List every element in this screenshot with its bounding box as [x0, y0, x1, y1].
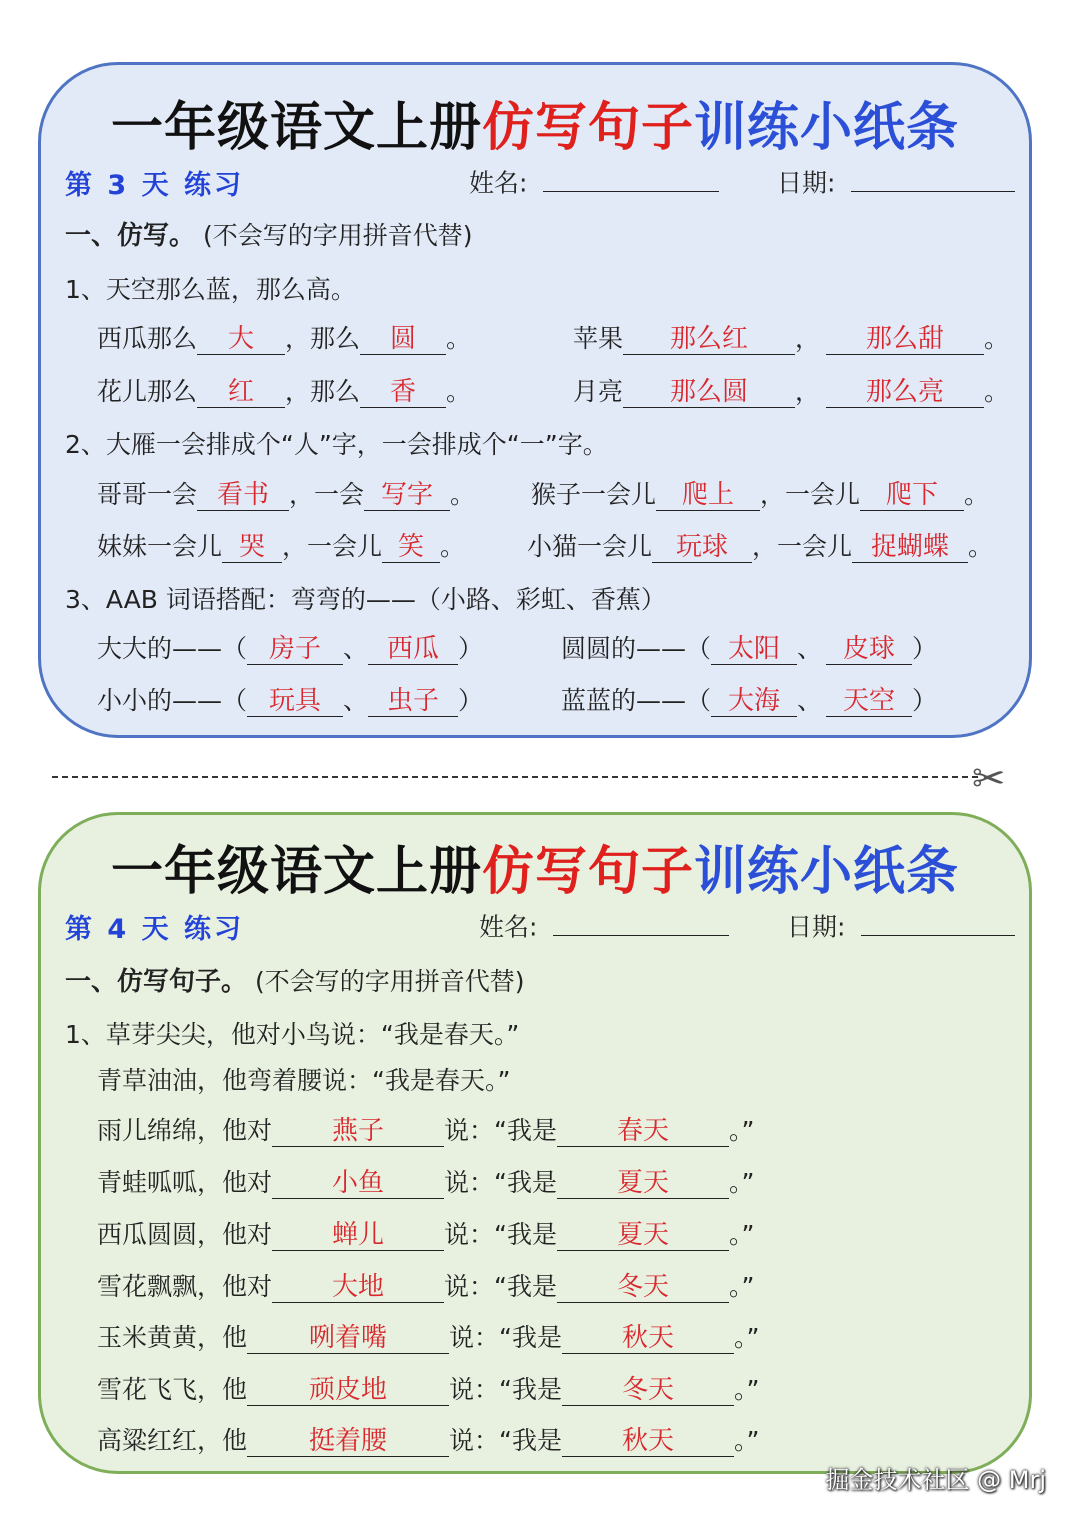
date-label: 日期:: [777, 168, 836, 198]
answer-blank[interactable]: 夏天: [557, 1220, 729, 1251]
answer-row: 雨儿绵绵，他对 燕子 说：“我是 春天 。”: [97, 1116, 755, 1146]
answer-blank[interactable]: 那么甜: [826, 324, 984, 355]
date-field[interactable]: [851, 163, 1015, 192]
answer-blank[interactable]: 冬天: [557, 1272, 729, 1303]
day-label: 第 3 天 练习: [65, 170, 244, 201]
name-field[interactable]: [543, 163, 719, 192]
name-label: 姓名:: [479, 912, 538, 942]
answer-blank[interactable]: 皮球: [826, 634, 912, 665]
answer-row: 玉米黄黄，他 咧着嘴 说：“我是 秋天 。”: [97, 1323, 760, 1353]
answer-blank[interactable]: 冬天: [562, 1375, 734, 1406]
answer-blank[interactable]: 圆: [360, 324, 446, 355]
answer-row: 圆圆的——（ 太阳 、 皮球 ）: [561, 634, 938, 664]
answer-blank[interactable]: 哭: [222, 532, 282, 563]
answer-blank[interactable]: 秋天: [562, 1426, 734, 1457]
answer-blank[interactable]: 房子: [247, 634, 343, 665]
answer-blank[interactable]: 太阳: [711, 634, 797, 665]
section-hint: (不会写的字用拼音代替): [202, 221, 473, 250]
watermark: 掘金技术社区 @ Mrj: [825, 1466, 1046, 1494]
answer-blank[interactable]: 那么圆: [623, 377, 795, 408]
answer-row: 西瓜圆圆，他对 蝉儿 说：“我是 夏天 。”: [97, 1220, 755, 1250]
section-heading: 一、仿写句子。: [65, 967, 248, 997]
answer-row: 花儿那么 红 ，那么 香 。: [97, 377, 472, 407]
question-1: 1、天空那么蓝，那么高。: [65, 275, 356, 304]
answer-blank[interactable]: 玩球: [652, 532, 752, 563]
scissors-icon: ✂: [972, 756, 1006, 802]
answer-blank[interactable]: 大: [197, 324, 285, 355]
answer-row: 大大的——（ 房子 、 西瓜 ）: [97, 634, 484, 664]
answer-row: 雪花飞飞，他 顽皮地 说：“我是 冬天 。”: [97, 1375, 760, 1405]
cut-line: [52, 776, 978, 778]
answer-blank[interactable]: 咧着嘴: [247, 1323, 449, 1354]
question-2: 2、大雁一会排成个“人”字，一会排成个“一”字。: [65, 430, 608, 459]
answer-blank[interactable]: 写字: [364, 480, 450, 511]
answer-blank[interactable]: 虫子: [368, 686, 458, 717]
answer-blank[interactable]: 燕子: [272, 1116, 444, 1147]
card-title: 一年级语文上册仿写句子训练小纸条: [110, 842, 960, 902]
section-hint: (不会写的字用拼音代替): [254, 967, 525, 996]
answer-blank[interactable]: 那么红: [623, 324, 795, 355]
answer-blank[interactable]: 笑: [382, 532, 440, 563]
date-field[interactable]: [861, 907, 1015, 936]
answer-blank[interactable]: 大海: [711, 686, 797, 717]
answer-blank[interactable]: 蝉儿: [272, 1220, 444, 1251]
answer-blank[interactable]: 爬上: [656, 480, 760, 511]
name-field[interactable]: [553, 907, 729, 936]
answer-blank[interactable]: 春天: [557, 1116, 729, 1147]
answer-blank[interactable]: 爬下: [860, 480, 964, 511]
answer-row: 苹果 那么红 ， 那么甜 。: [573, 324, 1010, 354]
answer-blank[interactable]: 天空: [826, 686, 912, 717]
answer-blank[interactable]: 夏天: [557, 1168, 729, 1199]
section-heading: 一、仿写。: [65, 221, 196, 251]
answer-row: 西瓜那么 大 ，那么 圆 。: [97, 324, 472, 354]
day-label: 第 4 天 练习: [65, 914, 244, 945]
answer-blank[interactable]: 顽皮地: [247, 1375, 449, 1406]
answer-row: 月亮 那么圆 ， 那么亮 。: [573, 377, 1010, 407]
date-label: 日期:: [787, 912, 846, 942]
worksheet-card-day3: [38, 62, 1032, 738]
answer-blank[interactable]: 秋天: [562, 1323, 734, 1354]
answer-blank[interactable]: 挺着腰: [247, 1426, 449, 1457]
question-3: 3、AAB 词语搭配：弯弯的——（小路、彩虹、香蕉）: [65, 585, 666, 614]
answer-blank[interactable]: 西瓜: [368, 634, 458, 665]
answer-row: 小猫一会儿 玩球 ，一会儿 捉蝴蝶 。: [527, 532, 994, 562]
answer-blank[interactable]: 那么亮: [826, 377, 984, 408]
worksheet-card-day4: [38, 812, 1032, 1474]
answer-blank[interactable]: 大地: [272, 1272, 444, 1303]
card-title: 一年级语文上册仿写句子训练小纸条: [110, 98, 960, 158]
answer-row: 小小的——（ 玩具 、 虫子 ）: [97, 686, 484, 716]
answer-blank[interactable]: 看书: [197, 480, 289, 511]
question-1: 1、草芽尖尖，他对小鸟说：“我是春天。”: [65, 1020, 520, 1049]
answer-blank[interactable]: 捉蝴蝶: [852, 532, 968, 563]
answer-row: 哥哥一会 看书 ，一会 写字 。: [97, 480, 476, 510]
answer-blank[interactable]: 小鱼: [272, 1168, 444, 1199]
answer-blank[interactable]: 红: [197, 377, 285, 408]
answer-row: 妹妹一会儿 哭 ，一会儿 笑 。: [97, 532, 466, 562]
answer-row: 高粱红红，他 挺着腰 说：“我是 秋天 。”: [97, 1426, 760, 1456]
answer-blank[interactable]: 玩具: [247, 686, 343, 717]
answer-row: 蓝蓝的——（ 大海 、 天空 ）: [561, 686, 938, 716]
answer-blank[interactable]: 香: [360, 377, 446, 408]
answer-row: 雪花飘飘，他对 大地 说：“我是 冬天 。”: [97, 1272, 755, 1302]
answer-row: 猴子一会儿 爬上 ，一会儿 爬下 。: [531, 480, 990, 510]
answer-row: 青蛙呱呱，他对 小鱼 说：“我是 夏天 。”: [97, 1168, 755, 1198]
name-label: 姓名:: [469, 168, 528, 198]
example-sentence: 青草油油，他弯着腰说：“我是春天。”: [97, 1066, 511, 1095]
